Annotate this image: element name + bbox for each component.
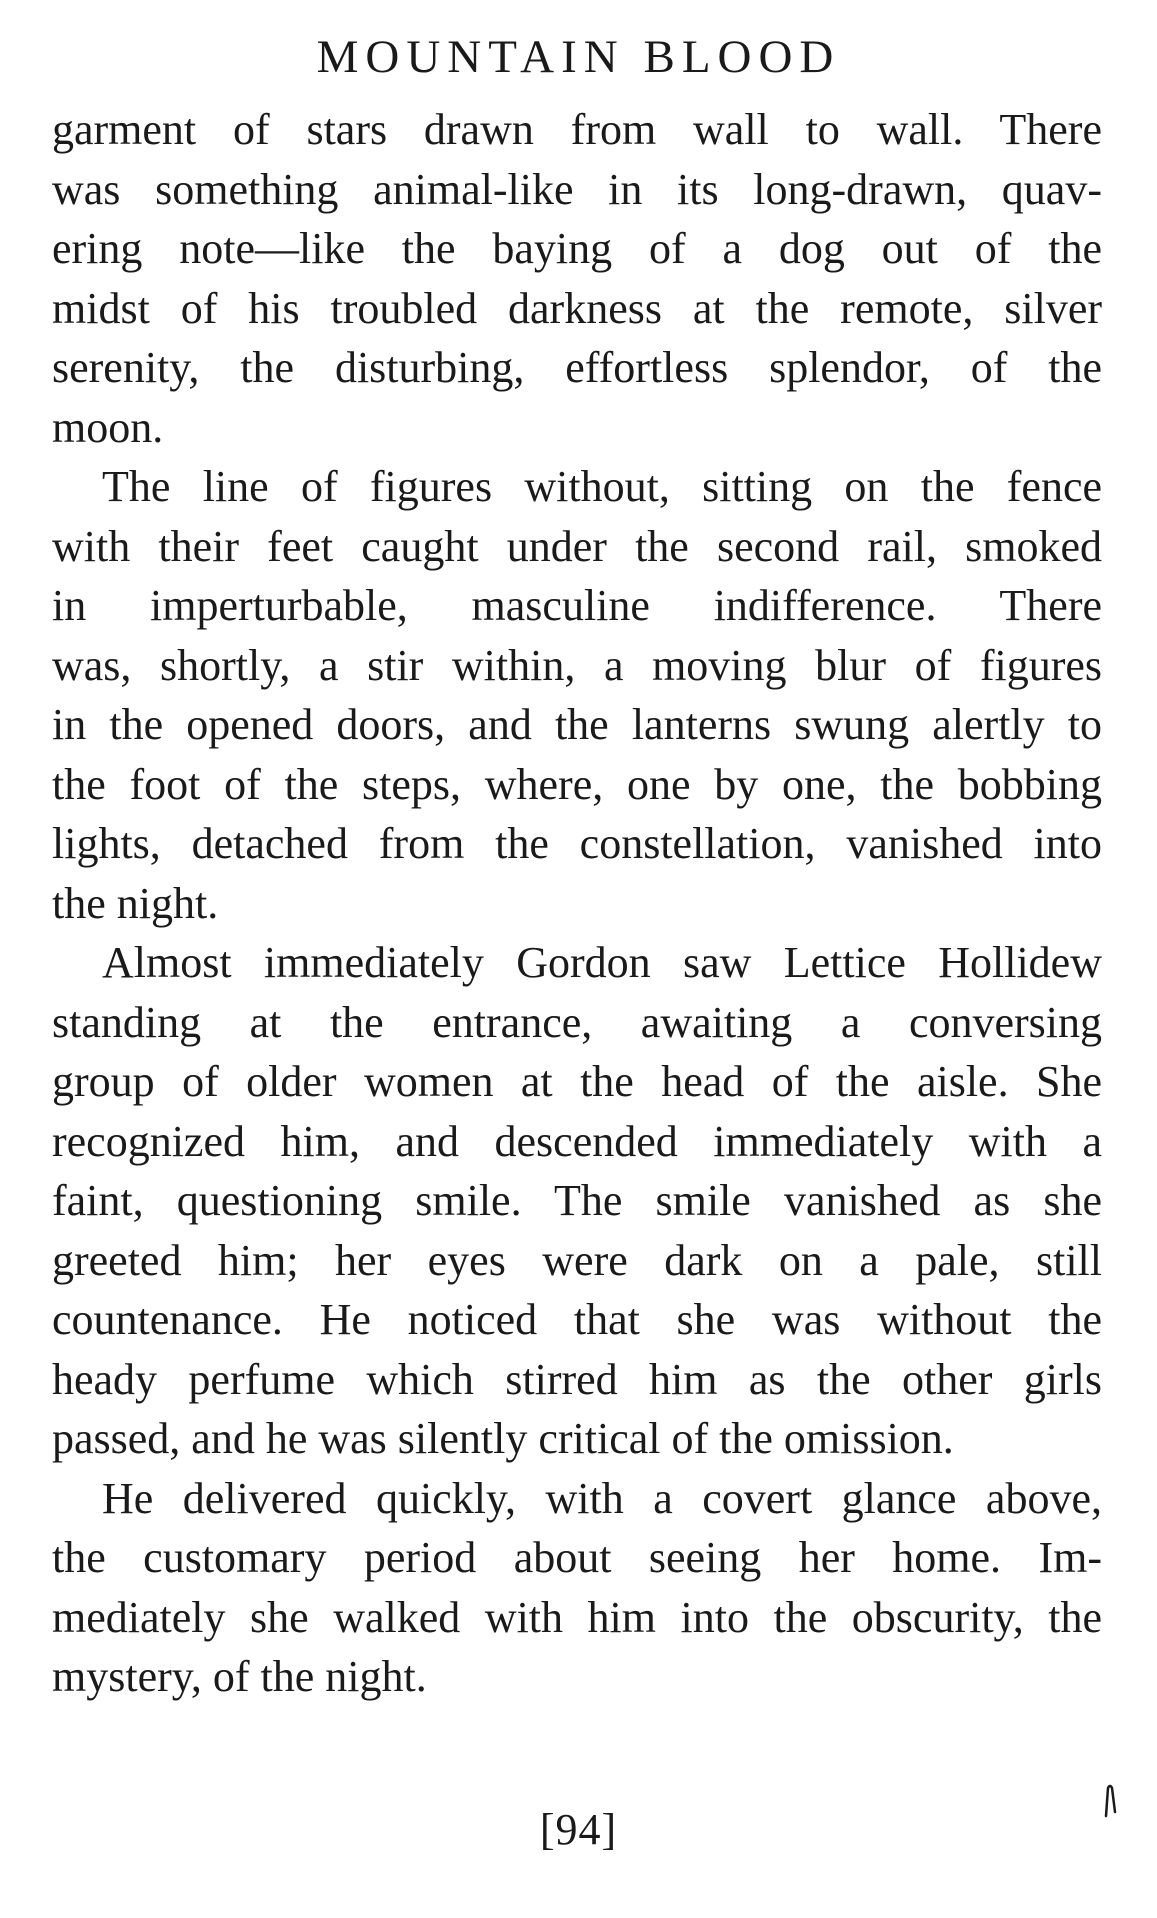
text-line: was, shortly, a stir within, a moving blur of figures [52,640,1102,690]
text-line: with their feet caught under the second rail, smoked [52,521,1102,571]
text-line: group of older women at the head of the aisle. She [52,1057,1102,1106]
text-line: greeted him; her eyes were dark on a pale, still [52,1235,1102,1285]
text-line: recognized him, and descended immediately with a [52,1116,1102,1166]
paragraph-2 [52,457,1102,933]
text-line: Almost immediately Gordon saw Lettice Hollidew [102,938,1102,987]
scan-mark-icon [1103,1782,1117,1818]
text-line: the customary period about seeing her home. Im- [52,1533,1102,1582]
text-line: in imperturbable, masculine indifference. There [52,581,1102,630]
text-line: heady perfume which stirred him as the other girls [52,1354,1102,1404]
text-line: the foot of the steps, where, one by one, the bobbing [52,759,1102,809]
text-line: was something animal-like in its long-drawn, quav- [52,164,1102,214]
paragraph-4 [52,1469,1102,1707]
running-head: MOUNTAIN BLOOD [316,31,841,83]
text-line: passed, and he was silently critical of the omission. [52,1414,954,1463]
text-line: The line of figures without, sitting on the fence [102,462,1102,511]
page-number: [94] [539,1805,618,1854]
paragraph-1 [52,100,1102,457]
text-line: ering note—like the baying of a dog out of the [52,224,1102,273]
text-line: mediately she walked with him into the obscurity, the [52,1592,1102,1642]
text-line: garment of stars drawn from wall to wall. There [52,105,1102,154]
text-line: mystery, of the night. [52,1652,427,1701]
text-line: in the opened doors, and the lanterns swung alertly to [52,700,1102,749]
paragraph-3 [52,933,1102,1469]
text-line: serenity, the disturbing, effortless splendor, of the [52,343,1102,392]
text-line: countenance. He noticed that she was without the [52,1295,1102,1344]
text-line: He delivered quickly, with a covert glance above, [102,1473,1102,1523]
text-line: faint, questioning smile. The smile vanished as she [52,1176,1102,1225]
body-text [52,100,1102,1707]
text-line: moon. [52,402,164,452]
text-line: lights, detached from the constellation, vanished into [52,819,1102,868]
text-line: standing at the entrance, awaiting a conversing [52,997,1102,1047]
text-line: the night. [52,878,219,928]
text-line: midst of his troubled darkness at the remote, silver [52,283,1102,333]
